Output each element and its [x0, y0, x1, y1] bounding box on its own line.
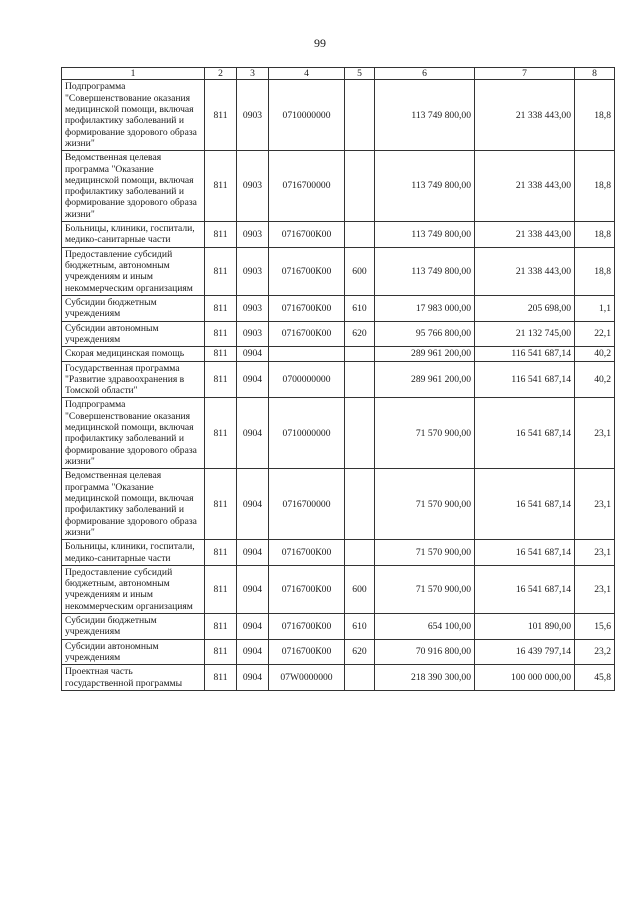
section-code-cell: 0903 [237, 295, 269, 321]
chapter-code-cell: 811 [205, 639, 237, 665]
row-name-cell: Скорая медицинская помощь [62, 347, 205, 361]
target-article-cell: 0716700К00 [269, 565, 345, 613]
column-header: 4 [269, 68, 345, 80]
table-row [62, 151, 615, 222]
chapter-code-cell: 811 [205, 247, 237, 295]
expense-type-cell [345, 80, 375, 151]
table-row [62, 295, 615, 321]
execution-percent-cell: 45,8 [575, 665, 615, 691]
target-article-cell: 0716700К00 [269, 247, 345, 295]
column-header: 5 [345, 68, 375, 80]
budget-table [61, 67, 615, 691]
section-code-cell: 0904 [237, 665, 269, 691]
table-row [62, 665, 615, 691]
planned-amount-cell: 113 749 800,00 [375, 151, 475, 222]
expense-type-cell: 600 [345, 247, 375, 295]
row-name-cell: Подпрограмма "Совершенствование оказания медицинской помощи, включая профилактику заболеваний и формирование здорового образа жизни" [62, 398, 205, 469]
expense-type-cell [345, 222, 375, 248]
table-row [62, 398, 615, 469]
execution-percent-cell: 23,1 [575, 469, 615, 540]
row-name-cell: Больницы, клиники, госпитали, медико-санитарные части [62, 222, 205, 248]
execution-percent-cell: 23,1 [575, 398, 615, 469]
column-header: 8 [575, 68, 615, 80]
chapter-code-cell: 811 [205, 540, 237, 566]
execution-percent-cell: 18,8 [575, 222, 615, 248]
table-row [62, 614, 615, 640]
executed-amount-cell: 21 338 443,00 [475, 222, 575, 248]
row-name-cell: Субсидии автономным учреждениям [62, 639, 205, 665]
expense-type-cell: 600 [345, 565, 375, 613]
section-code-cell: 0904 [237, 540, 269, 566]
row-name-cell: Предоставление субсидий бюджетным, автономным учреждениям и иным некоммерческим организациям [62, 565, 205, 613]
executed-amount-cell: 16 439 797,14 [475, 639, 575, 665]
planned-amount-cell: 95 766 800,00 [375, 321, 475, 347]
table-row [62, 540, 615, 566]
executed-amount-cell: 21 338 443,00 [475, 80, 575, 151]
execution-percent-cell: 22,1 [575, 321, 615, 347]
execution-percent-cell: 23,1 [575, 540, 615, 566]
planned-amount-cell: 289 961 200,00 [375, 361, 475, 398]
chapter-code-cell: 811 [205, 398, 237, 469]
row-name-cell: Предоставление субсидий бюджетным, автономным учреждениям и иным некоммерческим организациям [62, 247, 205, 295]
table-row [62, 222, 615, 248]
planned-amount-cell: 71 570 900,00 [375, 540, 475, 566]
target-article-cell: 0710000000 [269, 398, 345, 469]
row-name-cell: Больницы, клиники, госпитали, медико-санитарные части [62, 540, 205, 566]
row-name-cell: Проектная часть государственной программы [62, 665, 205, 691]
executed-amount-cell: 205 698,00 [475, 295, 575, 321]
target-article-cell: 0716700К00 [269, 222, 345, 248]
expense-type-cell [345, 665, 375, 691]
expense-type-cell: 620 [345, 321, 375, 347]
expense-type-cell: 620 [345, 639, 375, 665]
table-row [62, 321, 615, 347]
planned-amount-cell: 113 749 800,00 [375, 247, 475, 295]
expense-type-cell [345, 151, 375, 222]
section-code-cell: 0903 [237, 222, 269, 248]
row-name-cell: Ведомственная целевая программа "Оказание медицинской помощи, включая профилактику заболеваний и формирование здорового образа жизни" [62, 151, 205, 222]
executed-amount-cell: 16 541 687,14 [475, 398, 575, 469]
chapter-code-cell: 811 [205, 80, 237, 151]
chapter-code-cell: 811 [205, 665, 237, 691]
execution-percent-cell: 18,8 [575, 247, 615, 295]
target-article-cell: 0716700К00 [269, 321, 345, 347]
executed-amount-cell: 100 000 000,00 [475, 665, 575, 691]
target-article-cell [269, 347, 345, 361]
section-code-cell: 0903 [237, 321, 269, 347]
target-article-cell: 0700000000 [269, 361, 345, 398]
chapter-code-cell: 811 [205, 222, 237, 248]
execution-percent-cell: 15,6 [575, 614, 615, 640]
planned-amount-cell: 71 570 900,00 [375, 398, 475, 469]
section-code-cell: 0904 [237, 639, 269, 665]
execution-percent-cell: 18,8 [575, 80, 615, 151]
expense-type-cell [345, 398, 375, 469]
page-number: 99 [314, 36, 326, 50]
executed-amount-cell: 21 338 443,00 [475, 247, 575, 295]
expense-type-cell: 610 [345, 295, 375, 321]
section-code-cell: 0904 [237, 347, 269, 361]
row-name-cell: Субсидии бюджетным учреждениям [62, 295, 205, 321]
target-article-cell: 0716700К00 [269, 295, 345, 321]
table-row [62, 247, 615, 295]
execution-percent-cell: 40,2 [575, 361, 615, 398]
execution-percent-cell: 23,1 [575, 565, 615, 613]
executed-amount-cell: 116 541 687,14 [475, 361, 575, 398]
target-article-cell: 07W0000000 [269, 665, 345, 691]
chapter-code-cell: 811 [205, 614, 237, 640]
planned-amount-cell: 113 749 800,00 [375, 80, 475, 151]
planned-amount-cell: 113 749 800,00 [375, 222, 475, 248]
column-header: 7 [475, 68, 575, 80]
column-header: 6 [375, 68, 475, 80]
section-code-cell: 0904 [237, 361, 269, 398]
executed-amount-cell: 116 541 687,14 [475, 347, 575, 361]
row-name-cell: Государственная программа "Развитие здравоохранения в Томской области" [62, 361, 205, 398]
executed-amount-cell: 16 541 687,14 [475, 540, 575, 566]
target-article-cell: 0710000000 [269, 80, 345, 151]
target-article-cell: 0716700К00 [269, 639, 345, 665]
executed-amount-cell: 101 890,00 [475, 614, 575, 640]
chapter-code-cell: 811 [205, 151, 237, 222]
table-header-row [62, 68, 615, 80]
column-header: 2 [205, 68, 237, 80]
table-row [62, 469, 615, 540]
chapter-code-cell: 811 [205, 469, 237, 540]
section-code-cell: 0903 [237, 80, 269, 151]
section-code-cell: 0904 [237, 565, 269, 613]
planned-amount-cell: 654 100,00 [375, 614, 475, 640]
execution-percent-cell: 1,1 [575, 295, 615, 321]
section-code-cell: 0903 [237, 151, 269, 222]
executed-amount-cell: 21 338 443,00 [475, 151, 575, 222]
execution-percent-cell: 23,2 [575, 639, 615, 665]
planned-amount-cell: 71 570 900,00 [375, 469, 475, 540]
chapter-code-cell: 811 [205, 565, 237, 613]
section-code-cell: 0903 [237, 247, 269, 295]
execution-percent-cell: 40,2 [575, 347, 615, 361]
execution-percent-cell: 18,8 [575, 151, 615, 222]
planned-amount-cell: 218 390 300,00 [375, 665, 475, 691]
chapter-code-cell: 811 [205, 347, 237, 361]
planned-amount-cell: 17 983 000,00 [375, 295, 475, 321]
chapter-code-cell: 811 [205, 321, 237, 347]
section-code-cell: 0904 [237, 614, 269, 640]
executed-amount-cell: 16 541 687,14 [475, 565, 575, 613]
column-header: 1 [62, 68, 205, 80]
expense-type-cell [345, 347, 375, 361]
column-header: 3 [237, 68, 269, 80]
chapter-code-cell: 811 [205, 295, 237, 321]
section-code-cell: 0904 [237, 469, 269, 540]
table-row [62, 361, 615, 398]
planned-amount-cell: 289 961 200,00 [375, 347, 475, 361]
row-name-cell: Субсидии автономным учреждениям [62, 321, 205, 347]
target-article-cell: 0716700000 [269, 469, 345, 540]
table-row [62, 639, 615, 665]
target-article-cell: 0716700К00 [269, 614, 345, 640]
chapter-code-cell: 811 [205, 361, 237, 398]
executed-amount-cell: 16 541 687,14 [475, 469, 575, 540]
row-name-cell: Субсидии бюджетным учреждениям [62, 614, 205, 640]
target-article-cell: 0716700К00 [269, 540, 345, 566]
table-row [62, 565, 615, 613]
row-name-cell: Подпрограмма "Совершенствование оказания медицинской помощи, включая профилактику заболеваний и формирование здорового образа жизни" [62, 80, 205, 151]
executed-amount-cell: 21 132 745,00 [475, 321, 575, 347]
planned-amount-cell: 70 916 800,00 [375, 639, 475, 665]
target-article-cell: 0716700000 [269, 151, 345, 222]
expense-type-cell [345, 469, 375, 540]
section-code-cell: 0904 [237, 398, 269, 469]
expense-type-cell: 610 [345, 614, 375, 640]
table-row [62, 347, 615, 361]
expense-type-cell [345, 361, 375, 398]
planned-amount-cell: 71 570 900,00 [375, 565, 475, 613]
row-name-cell: Ведомственная целевая программа "Оказание медицинской помощи, включая профилактику заболеваний и формирование здорового образа жизни" [62, 469, 205, 540]
table-row [62, 80, 615, 151]
expense-type-cell [345, 540, 375, 566]
